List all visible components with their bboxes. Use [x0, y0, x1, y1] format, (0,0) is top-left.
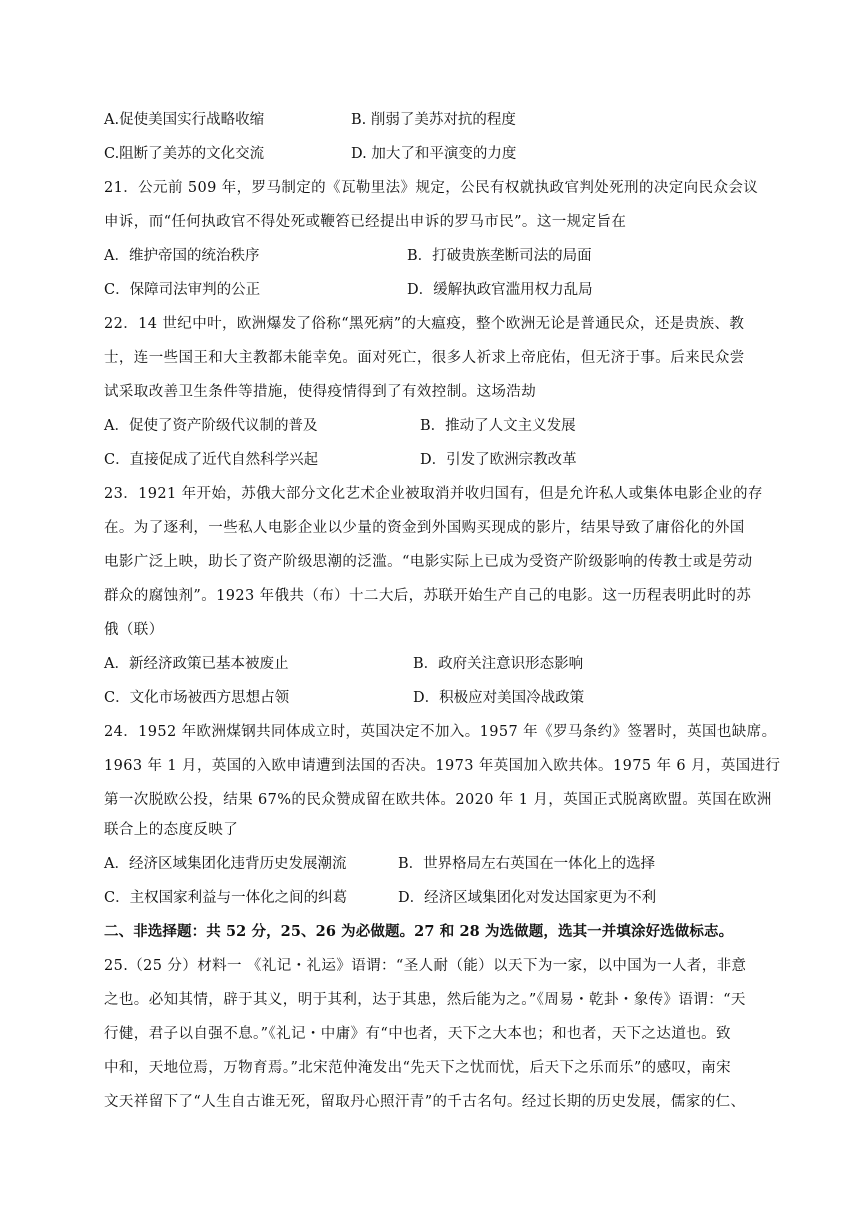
q23-stem-line-4: 群众的腐蚀剂”。1923 年俄共（布）十二大后，苏联开始生产自己的电影。这一历程表明此时的苏 — [104, 588, 752, 604]
q24-stem-line-3: 第一次脱欧公投，结果 67%的民众赞成留在欧共体。2020 年 1 月，英国正式脱离欧盟。英国在欧洲 — [104, 792, 772, 808]
q22-option-c: C．直接促成了近代自然科学兴起 — [104, 452, 319, 468]
q23-stem-line-1: 23．1921 年开始，苏俄大部分文化艺术企业被取消并收归国有，但是允许私人或集体电影企业的存 — [104, 486, 763, 502]
q23-option-a: A．新经济政策已基本被废止 — [104, 656, 289, 672]
q25-material-line-4: 中和，天地位焉，万物育焉。”北宋范仲淹发出“先天下之忧而忧，后天下之乐而乐”的感叹，南宋 — [104, 1060, 732, 1076]
q25-material-line-1: 25.（25 分）材料一 《礼记・礼运》语谓：“圣人耐（能）以天下为一家，以中国为一人者，非意 — [104, 958, 747, 974]
q22-option-b: B．推动了人文主义发展 — [420, 418, 576, 434]
q20-option-d: D. 加大了和平演变的力度 — [351, 146, 517, 162]
q22-option-d: D．引发了欧洲宗教改革 — [420, 452, 577, 468]
q24-stem-line-4: 联合上的态度反映了 — [104, 822, 239, 838]
q24-option-d: D．经济区域集团化对发达国家更为不利 — [398, 890, 657, 906]
q24-option-a: A．经济区域集团化违背历史发展潮流 — [104, 856, 347, 872]
q22-option-a: A．促使了资产阶级代议制的普及 — [104, 418, 318, 434]
q23-option-c: C．文化市场被西方思想占领 — [104, 690, 290, 706]
q23-stem-line-2: 在。为了逐利，一些私人电影企业以少量的资金到外国购买现成的影片，结果导致了庸俗化的外国 — [104, 520, 745, 536]
q23-option-b: B．政府关注意识形态影响 — [413, 656, 584, 672]
q20-option-a: A.促使美国实行战略收缩 — [104, 112, 265, 128]
q20-option-b: B. 削弱了美苏对抗的程度 — [351, 112, 516, 128]
q23-stem-line-5: 俄（联） — [104, 622, 164, 638]
q24-stem-line-1: 24．1952 年欧洲煤钢共同体成立时，英国决定不加入。1957 年《罗马条约》签署时，英国也缺席。 — [104, 724, 777, 740]
q24-option-b: B．世界格局左右英国在一体化上的选择 — [398, 856, 656, 872]
q24-stem-line-2: 1963 年 1 月，英国的入欧申请遭到法国的否决。1973 年英国加入欧共体。1975 年 6 月，英国进行 — [104, 758, 781, 774]
q23-option-d: D．积极应对美国冷战政策 — [413, 690, 585, 706]
q21-option-b: B．打破贵族垄断司法的局面 — [407, 248, 592, 264]
q20-option-c: C.阻断了美苏的文化交流 — [104, 146, 265, 162]
q21-option-a: A．维护帝国的统治秩序 — [104, 248, 260, 264]
q22-stem-line-2: 士，连一些国王和大主教都未能幸免。面对死亡，很多人祈求上帝庇佑，但无济于事。后来民众尝 — [104, 350, 745, 366]
q24-option-c: C．主权国家利益与一体化之间的纠葛 — [104, 890, 348, 906]
q22-stem-line-3: 试采取改善卫生条件等措施，使得疫情得到了有效控制。这场浩劫 — [104, 384, 537, 400]
q23-stem-line-3: 电影广泛上映，助长了资产阶级思潮的泛滥。“电影实际上已成为受资产阶级影响的传教士或是劳动 — [104, 554, 753, 570]
q21-stem-line-1: 21．公元前 509 年，罗马制定的《瓦勒里法》规定，公民有权就执政官判处死刑的决定向民众会议 — [104, 180, 759, 196]
q25-material-line-2: 之也。必知其情，辟于其义，明于其利，达于其患，然后能为之。”《周易・乾卦・象传》语谓：“天 — [104, 992, 746, 1008]
q21-option-c: C．保障司法审判的公正 — [104, 282, 261, 298]
section-heading: 二、非选择题：共 52 分，25、26 为必做题。27 和 28 为选做题，选其一并填涂好选做标志。 — [104, 923, 734, 940]
q25-material-line-3: 行健，君子以自强不息。”《礼记・中庸》有“中也者，天下之大本也；和也者，天下之达道也。致 — [104, 1026, 731, 1042]
q21-option-d: D．缓解执政官滥用权力乱局 — [407, 282, 593, 298]
q21-stem-line-2: 申诉，而“任何执政官不得处死或鞭笞已经提出申诉的罗马市民”。这一规定旨在 — [104, 214, 627, 230]
q22-stem-line-1: 22．14 世纪中叶，欧洲爆发了俗称“黑死病”的大瘟疫，整个欧洲无论是普通民众，还是贵族、教 — [104, 316, 745, 332]
q25-material-line-5: 文天祥留下了“人生自古谁无死，留取丹心照汗青”的千古名句。经过长期的历史发展，儒家的仁、 — [104, 1094, 746, 1110]
